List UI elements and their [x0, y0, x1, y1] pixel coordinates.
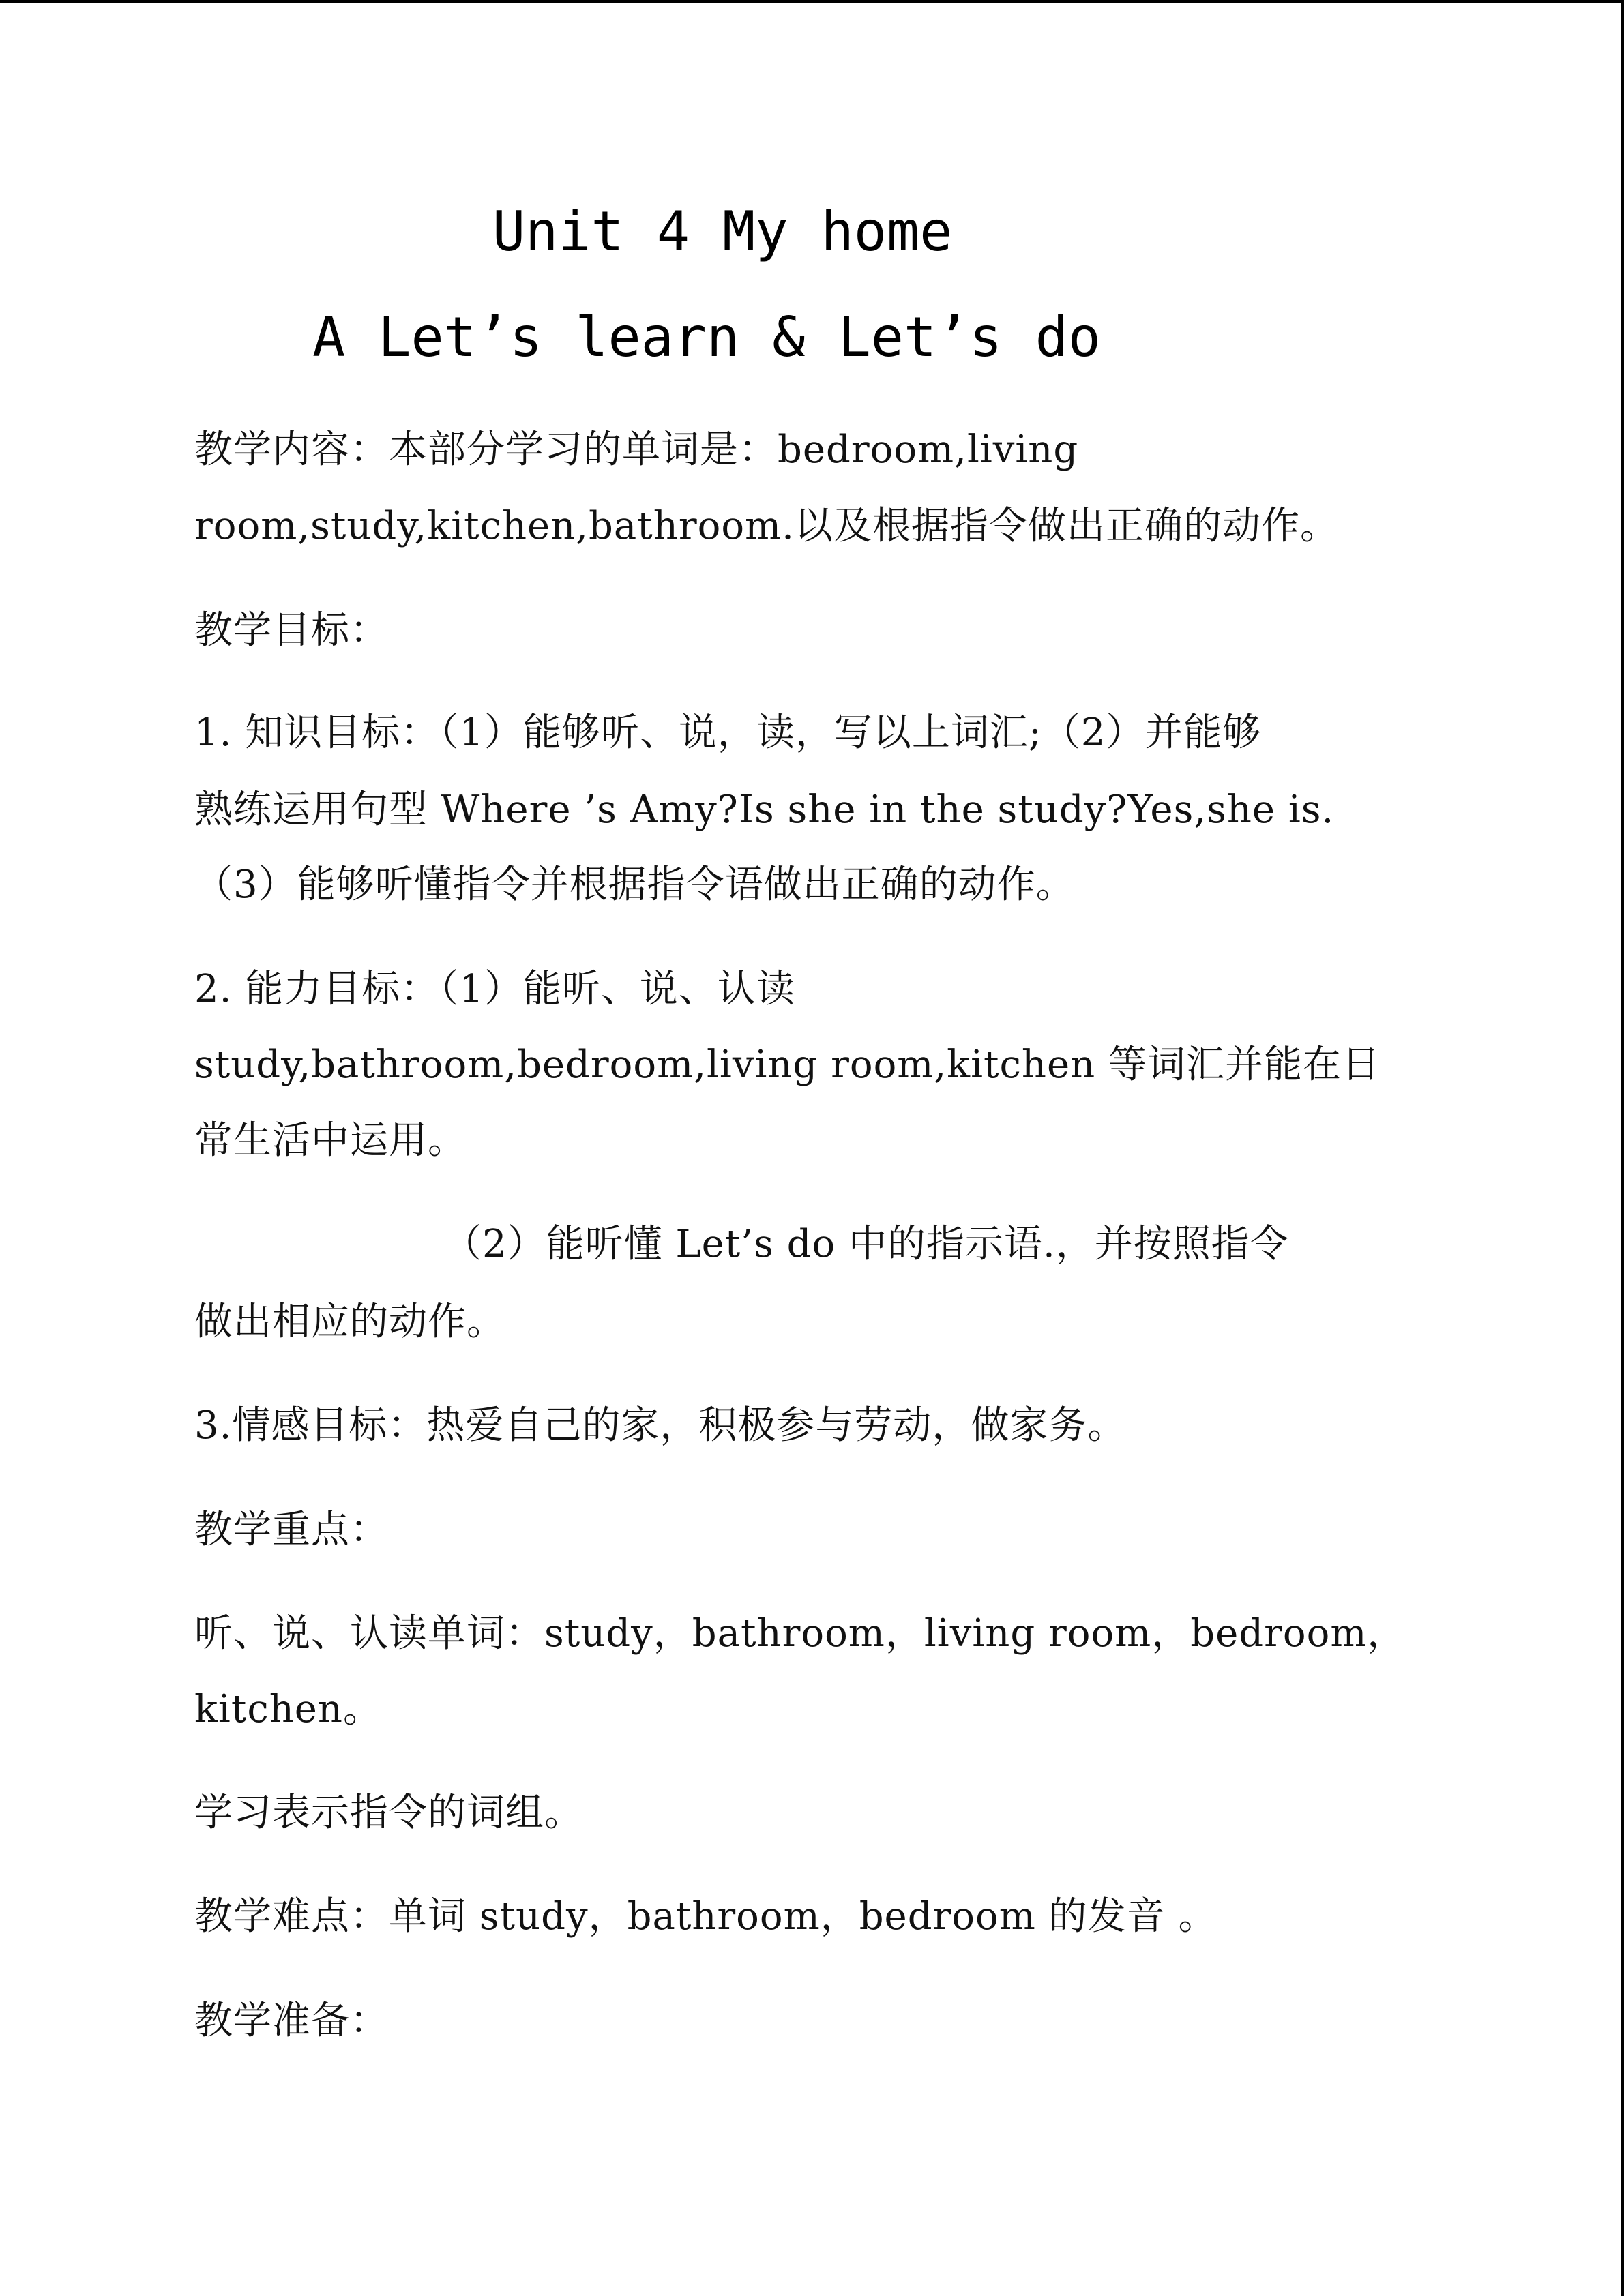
teaching-difficulties-line: 教学难点：单词 study，bathroom，bedroom 的发音 。: [194, 1894, 1217, 1939]
teaching-objectives-heading: 教学目标：: [194, 608, 389, 653]
ability-objective-line-5: 做出相应的动作。: [194, 1300, 505, 1344]
ability-objective-line-3: 常生活中运用。: [194, 1118, 467, 1163]
key-points-line-1: 听、说、认读单词：study，bathroom，living room，bedroom，: [194, 1611, 1406, 1656]
teaching-content-line-1: 教学内容：本部分学习的单词是：bedroom,living: [194, 428, 1079, 472]
emotional-objective-line: 3.情感目标：热爱自己的家，积极参与劳动，做家务。: [194, 1403, 1127, 1448]
teaching-preparation-heading: 教学准备：: [194, 1999, 389, 2043]
document-title: Unit 4 My home: [492, 200, 953, 263]
knowledge-objective-line-2: 熟练运用句型 Where ’s Amy?Is she in the study?Yes,she is.: [194, 788, 1335, 832]
document-subtitle: A Let’s learn & Let’s do: [312, 305, 1101, 369]
knowledge-objective-line-3: （3）能够听懂指令并根据指令语做出正确的动作。: [194, 863, 1075, 907]
key-points-line-2: kitchen。: [194, 1687, 382, 1731]
teaching-key-points-heading: 教学重点：: [194, 1508, 389, 1552]
teaching-content-line-2: room,study,kitchen,bathroom.以及根据指令做出正确的动作。: [194, 504, 1339, 548]
ability-objective-line-2: study,bathroom,bedroom,living room,kitchen 等词汇并能在日: [194, 1043, 1381, 1087]
ability-objective-line-1: 2. 能力目标：（1）能听、说、认读: [194, 967, 795, 1011]
knowledge-objective-line-1: 1. 知识目标：（1）能够听、说，读，写以上词汇;（2）并能够: [194, 711, 1262, 755]
key-points-line-3: 学习表示指令的词组。: [194, 1791, 583, 1835]
ability-objective-line-4: （2）能听懂 Let’s do 中的指示语.，并按照指令: [443, 1222, 1289, 1266]
